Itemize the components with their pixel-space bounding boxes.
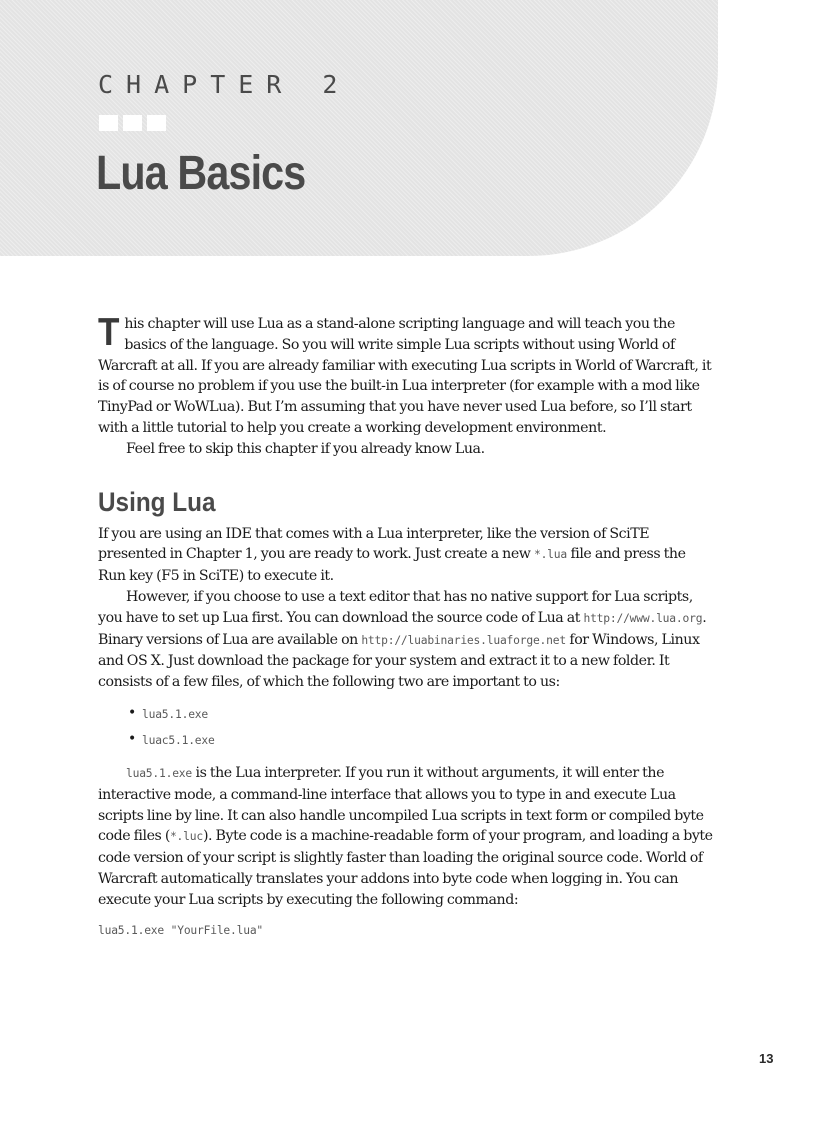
url-lua-org: http://www.lua.org bbox=[583, 611, 703, 625]
url-luabinaries: http://luabinaries.luaforge.net bbox=[361, 633, 566, 647]
bullet-icon: • bbox=[128, 730, 137, 747]
paragraph-interpreter: lua5.1.exe is the Lua interpreter. If you run it without arguments, it will enter the interactive mode, a command-line interface that allows you to type in and execute Lua scripts line by line. It can also handle uncompiled Lua scripts in text form or compiled byte code files (*.luc). Byte code is a machine-readable form of your program, and loading a byte code version of your script is slightly faster than loading the original source code. World of Warcraft automatically translates your addons into byte code when logging in. You can execute your Lua scripts by executing the following command: bbox=[98, 764, 713, 908]
command-code-block: lua5.1.exe "YourFile.lua" bbox=[98, 923, 264, 937]
page-number: 13 bbox=[759, 1051, 774, 1066]
chapter-title: Lua Basics bbox=[96, 147, 306, 200]
intro-text: his chapter will use Lua as a stand-alone scripting language and will teach you the basics of the language. So you will write simple Lua scripts without using World of Warcraft at all. If you are already familiar with executing Lua scripts in World of Warcraft, it is of course no problem if you use the built-in Lua interpreter (for example with a mod like TinyPad or WoWLua). But I’m assuming that you have never used Lua before, so I’ll start with a little tutorial to help you create a working development environment. bbox=[98, 316, 712, 436]
paragraph-setup: However, if you choose to use a text editor that has no native support for Lua scripts, you have to set up Lua first. You can download the source code of Lua at http://www.lua.org. Binary versions of Lua are available on http://luabinaries.luaforge.net for Windows, Linux and OS X. Just download the package for your system and extract it to a new folder. It consists of a few files, of which the following two are important to us: bbox=[98, 588, 707, 691]
section-heading: Using Lua bbox=[98, 486, 216, 517]
chapter-squares-ornament bbox=[99, 115, 166, 131]
list-item: • lua5.1.exe bbox=[128, 703, 714, 729]
ornament-square bbox=[99, 115, 118, 131]
ornament-square bbox=[123, 115, 142, 131]
inline-code: *.luc bbox=[169, 830, 203, 844]
inline-code: lua5.1.exe bbox=[126, 766, 193, 780]
bullet-icon: • bbox=[128, 704, 137, 721]
list-item: • luac5.1.exe bbox=[128, 729, 714, 755]
chapter-label: CHAPTER 2 bbox=[98, 70, 351, 99]
skip-note: Feel free to skip this chapter if you already know Lua. bbox=[126, 440, 485, 457]
inline-code: *.lua bbox=[533, 548, 567, 562]
ornament-square bbox=[147, 115, 166, 131]
intro-paragraph bbox=[98, 311, 714, 439]
paragraph-ide: If you are using an IDE that comes with a Lua interpreter, like the version of SciTE presented in Chapter 1, you are ready to work. Just create a new *.lua file and press the Run key (F5 in SciTE) to execute it. bbox=[98, 525, 686, 585]
page-body bbox=[98, 311, 714, 941]
file-list bbox=[98, 703, 714, 755]
drop-cap: T bbox=[98, 311, 120, 354]
